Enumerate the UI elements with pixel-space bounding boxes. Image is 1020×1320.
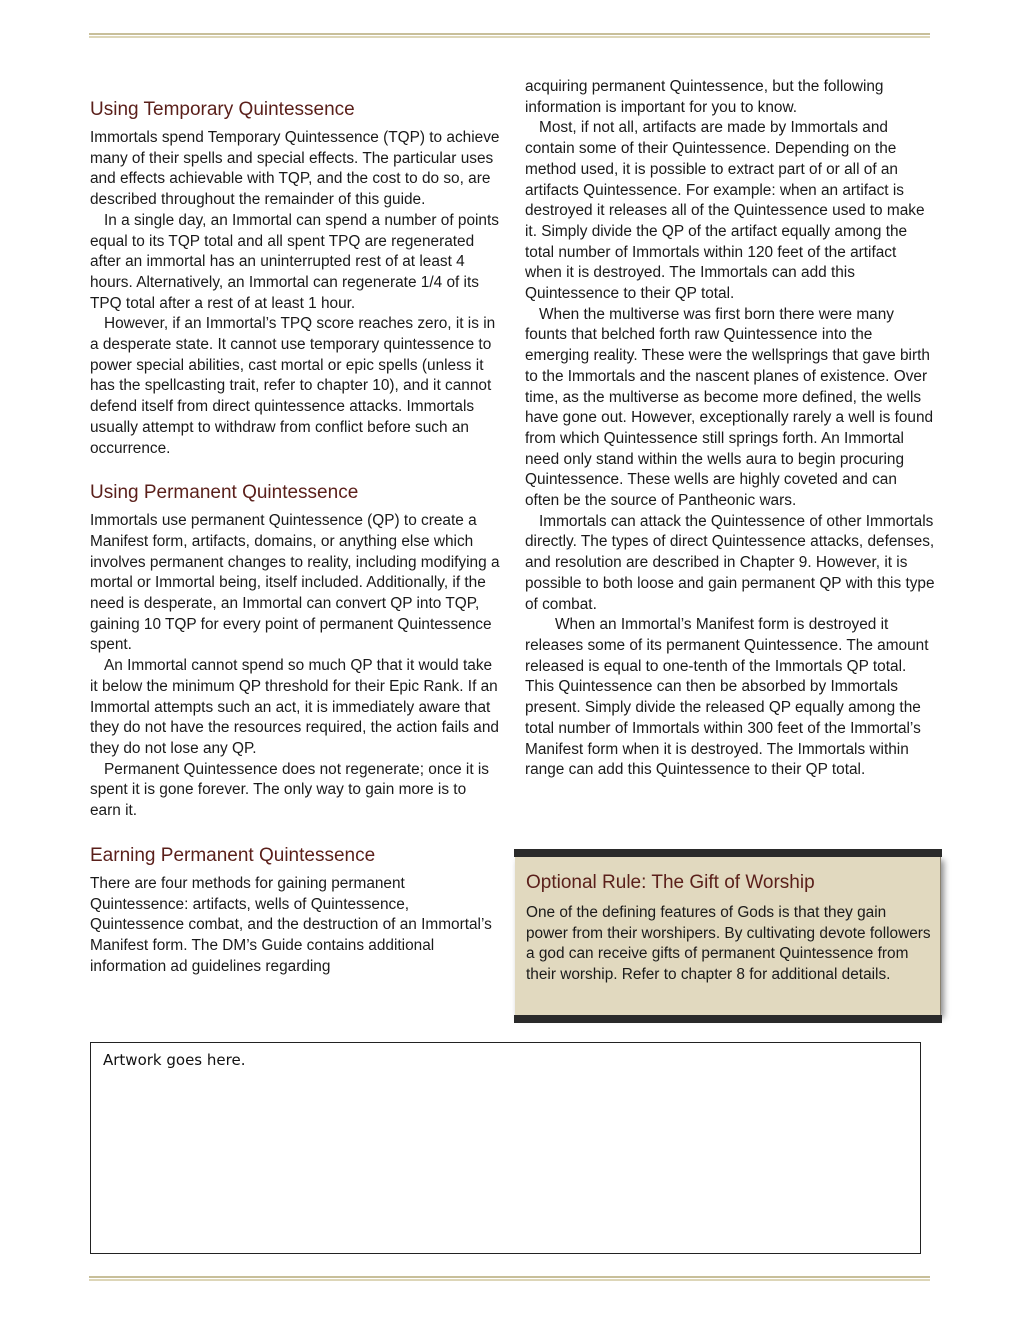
paragraph: An Immortal cannot spend so much QP that it would take it below the minimum QP threshold for their Epic Rank. If an Immortal attempts such an act, it is immediately aware that they do not have the resources required, the action fails and they do not lose any QP. [90, 657, 499, 757]
paragraph: In a single day, an Immortal can spend a number of points equal to its TQP total and all spent TPQ are regenerated after an immortal has an uninterrupted rest of at least 4 hours. Alternatively, an Immortal can regenerate 1/4 of its TPQ total after a rest of at least 1 hour. [90, 211, 499, 312]
bottom-rule [89, 1276, 930, 1282]
top-rule [89, 33, 930, 39]
paragraph: Most, if not all, artifacts are made by Immortals and contain some of their Quintessence. Depending on the method used, it is possible to extract part of or all of an artifacts Quintessence. For example: when an artifact is destroyed it releases all of the Quintessence used to make it. Simply divide the QP of the artifact equally among the total number of Immortals within 120 feet of the artifact when it is destroyed. The Immortals can add this Quintessence to their QP total. [525, 119, 925, 303]
section-heading-permanent: Using Permanent Quintessence [90, 482, 359, 504]
sidebar-bottom-bar [514, 1015, 942, 1023]
sidebar-top-bar [514, 849, 942, 857]
paragraph: Permanent Quintessence does not regenerate; once it is spent it is gone forever. The only way to gain more is to earn it. [90, 760, 489, 820]
section-heading-earning: Earning Permanent Quintessence [90, 844, 376, 866]
sidebar-title: Optional Rule: The Gift of Worship [526, 872, 815, 893]
paragraph: There are four methods for gaining permanent Quintessence: artifacts, wells of Quintessence, Quintessence combat, and the destruction of an Immortal’s Manifest form. The DM’s Guide contains additional information ad guidelines regarding [90, 874, 492, 975]
artwork-placeholder-text: Artwork goes here. [103, 1051, 246, 1069]
paragraph: Immortals can attack the Quintessence of other Immortals directly. The types of direct Quintessence attacks, defenses, and resolution are described in Chapter 9. However, it is possible to both loose and gain permanent QP with this type of combat. [525, 512, 935, 613]
section-heading-temporary: Using Temporary Quintessence [90, 99, 355, 120]
right-column [525, 77, 935, 781]
sidebar-box [515, 857, 941, 1015]
sidebar-text: One of the defining features of Gods is that they gain power from their worshipers. By cultivating devote followers a god can receive gifts of permanent Quintessence from their worship. Refer to chapter 8 for additional details. [526, 904, 931, 984]
left-column [90, 98, 500, 977]
paragraph: When the multiverse was first born there were many founts that belched forth raw Quintessence into the emerging reality. These were the wellsprings that gave birth to the Immortals and the nascent planes of existence. Over time, as the multiverse as become more defined, the wells have gone out. However, exceptionally rarely a well is found from which Quintessence still springs forth. An Immortal need only stand within the wells aura to begin procuring Quintessence. These wells are highly coveted and can often be the source of Pantheonic wars. [525, 305, 934, 510]
optional-rule-sidebar [514, 849, 942, 1023]
paragraph: acquiring permanent Quintessence, but the following information is important for you to know. [525, 78, 884, 116]
paragraph: Immortals spend Temporary Quintessence (TQP) to achieve many of their spells and special effects. The particular uses and effects achievable with TQP, and the cost to do so, are described throughout the remainder of this guide. [90, 129, 500, 209]
paragraph: When an Immortal’s Manifest form is destroyed it releases some of its permanent Quintessence. The amount released is equal to one-tenth of the Immortals QP total. This Quintessence can then be absorbed by Immortals present. Simply divide the released QP equally among the total number of Immortals within 300 feet of the Immortal’s Manifest form when it is destroyed. The Immortals within range can add this Quintessence to their QP total. [525, 616, 929, 779]
paragraph: Immortals use permanent Quintessence (QP) to create a Manifest form, artifacts, domains, or anything else which involves permanent changes to reality, including modifying a mortal or Immortal being, itself included. Additionally, if the need is desperate, an Immortal can convert QP into TQP, gaining 10 TQP for every point of permanent Quintessence spent. [90, 512, 500, 654]
paragraph: However, if an Immortal’s TPQ score reaches zero, it is in a desperate state. It cannot use temporary quintessence to power special abilities, cast mortal or epic spells (unless it has the spellcasting trait, refer to chapter 10), and it cannot defend itself from direct quintessence attacks. Immortals usually attempt to withdraw from conflict before such an occurrence. [90, 315, 496, 457]
artwork-placeholder-box [90, 1042, 921, 1254]
